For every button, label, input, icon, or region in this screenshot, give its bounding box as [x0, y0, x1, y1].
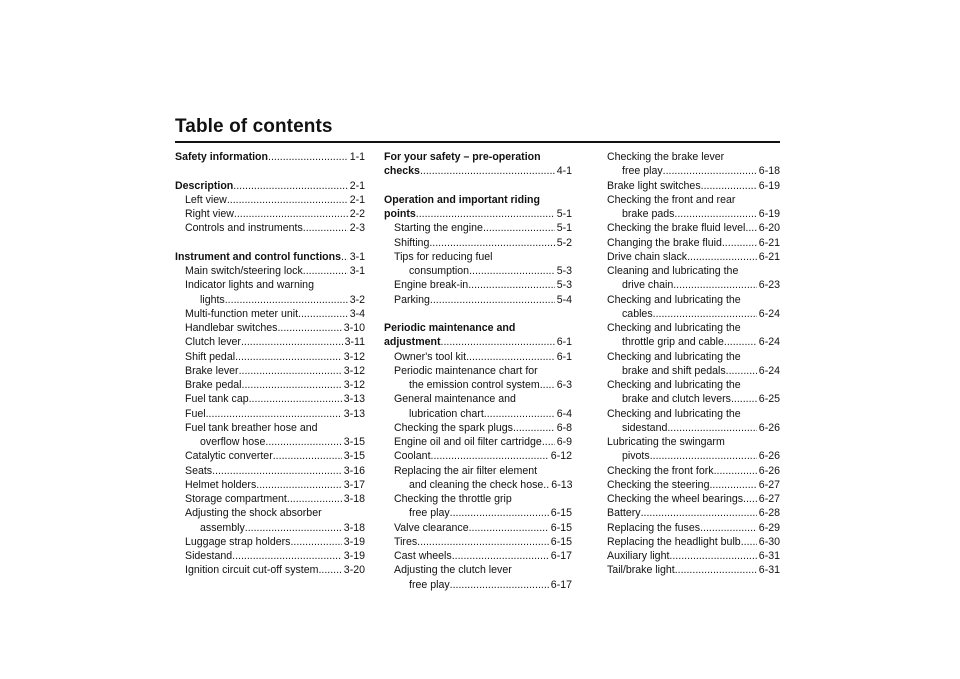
toc-page-number: 6-28: [758, 507, 780, 520]
toc-subentry-heading-line: Tips for reducing fuel: [394, 250, 493, 263]
dot-leader: [731, 392, 757, 406]
toc-entry[interactable]: [175, 464, 365, 478]
dot-leader: [235, 350, 342, 364]
toc-entry-label: Engine oil and oil filter cartridge: [394, 436, 542, 448]
toc-entry-label: Ignition circuit cut-off system: [185, 564, 319, 577]
dot-leader: [227, 193, 348, 207]
toc-page-number: 2-1: [349, 179, 365, 192]
toc-entry-label: free play: [409, 578, 450, 591]
toc-page-number: 6-13: [551, 478, 573, 491]
title-rule: [175, 141, 780, 143]
toc-entry-label: Valve clearance: [394, 521, 469, 534]
toc-entry-label: lights: [200, 293, 225, 306]
toc-entry-label: Fuel: [185, 407, 206, 420]
toc-page-number: 6-31: [758, 564, 780, 577]
dot-leader: [441, 335, 555, 349]
toc-entry[interactable]: [384, 421, 572, 435]
dot-leader: [741, 535, 757, 549]
toc-entry-label: lubrication chart: [409, 407, 484, 420]
toc-page-number: 3-4: [349, 307, 365, 320]
dot-leader: [469, 264, 555, 278]
toc-entry-label: Luggage strap holders: [185, 535, 291, 548]
dot-leader: [287, 492, 342, 506]
toc-entry[interactable]: [597, 335, 780, 349]
toc-entry-label: Sidestand: [185, 550, 233, 562]
toc-entry-label: Controls and instruments: [185, 222, 303, 235]
dot-leader: [430, 293, 555, 307]
toc-page-number: 5-3: [556, 279, 572, 292]
toc-entry[interactable]: [597, 492, 780, 506]
toc-entry[interactable]: [597, 278, 780, 292]
dot-leader: [542, 435, 555, 449]
dot-leader: [452, 549, 549, 563]
toc-subentry-heading-line: Replacing the air filter element: [394, 464, 538, 477]
dot-leader: [484, 407, 555, 421]
toc-entry-label: Shifting: [394, 236, 430, 249]
toc-page-number: 6-17: [550, 578, 572, 591]
toc-entry-label: brake pads: [622, 208, 675, 220]
dot-leader: [745, 221, 756, 235]
toc-entry-label: Catalytic converter: [185, 450, 273, 463]
toc-page-number: 6-21: [758, 236, 780, 249]
dot-leader: [667, 421, 756, 435]
toc-page-number: 3-15: [343, 436, 365, 448]
toc-entry[interactable]: [175, 478, 365, 492]
toc-entry[interactable]: [384, 535, 572, 549]
toc-subentry-heading-line: Checking and lubricating the: [607, 350, 741, 363]
toc-entry-label: Parking: [394, 293, 430, 306]
toc-page-number: 6-24: [758, 364, 780, 377]
toc-page-number: 6-21: [758, 250, 780, 263]
toc-entry-label: pivots: [622, 450, 650, 463]
dot-leader: [232, 549, 342, 563]
dot-leader: [468, 278, 554, 292]
toc-entry[interactable]: [597, 236, 780, 250]
toc-entry-label: the emission control system: [409, 379, 540, 391]
dot-leader: [290, 535, 341, 549]
dot-leader: [700, 521, 757, 535]
dot-leader: [466, 350, 555, 364]
toc-section-heading-line: For your safety – pre-operation: [384, 151, 541, 163]
toc-spacer: [384, 307, 572, 321]
dot-leader: [417, 535, 549, 549]
toc-entry[interactable]: [175, 264, 365, 278]
toc-entry-label: Description: [175, 179, 234, 192]
toc-spacer: [175, 164, 365, 178]
toc-entry-label: Left view: [185, 193, 227, 206]
toc-entry-label: Tail/brake light: [607, 564, 675, 577]
toc-entry[interactable]: [175, 435, 365, 449]
toc-entry[interactable]: [175, 350, 365, 364]
toc-entry[interactable]: [175, 535, 365, 549]
toc-page-number: 6-26: [758, 421, 780, 434]
dot-leader: [234, 207, 348, 221]
dot-leader: [675, 563, 757, 577]
toc-page-number: 6-31: [758, 550, 780, 562]
toc-entry[interactable]: [384, 236, 572, 250]
toc-entry[interactable]: [597, 164, 780, 178]
toc-page-number: 6-27: [758, 478, 780, 491]
toc-subentry-heading-line: Checking and lubricating the: [607, 407, 741, 420]
toc-subentry-heading-line: Checking the front and rear: [607, 193, 736, 206]
toc-column-1: [175, 150, 365, 578]
dot-leader: [318, 563, 341, 577]
toc-page-number: 3-20: [343, 564, 365, 577]
toc-entry[interactable]: [384, 478, 572, 492]
toc-page-number: 3-1: [349, 265, 365, 277]
toc-entry[interactable]: [597, 221, 780, 235]
toc-entry-label: Cast wheels: [394, 550, 452, 562]
toc-entry[interactable]: [597, 506, 780, 520]
toc-page-number: 6-25: [758, 393, 780, 406]
toc-page-number: 3-12: [343, 364, 365, 377]
toc-page-number: 6-30: [758, 535, 780, 548]
toc-entry-label: Brake lever: [185, 364, 239, 377]
toc-page-number: 3-2: [349, 293, 365, 306]
toc-page-number: 3-10: [343, 322, 365, 334]
toc-page-number: 6-23: [758, 279, 780, 292]
toc-entry-label: free play: [622, 165, 663, 178]
toc-section-entry[interactable]: [384, 164, 572, 178]
toc-page-number: 3-12: [343, 379, 365, 391]
dot-leader: [540, 378, 555, 392]
toc-entry-label: Starting the engine: [394, 222, 483, 235]
toc-page-number: 6-29: [758, 521, 780, 534]
toc-subentry-heading-line: Lubricating the swingarm: [607, 436, 725, 448]
toc-entry[interactable]: [175, 449, 365, 463]
toc-entry-label: Safety information: [175, 151, 269, 163]
toc-entry-label: Instrument and control functions: [175, 250, 341, 263]
toc-page-number: 6-19: [758, 208, 780, 220]
toc-entry[interactable]: [175, 293, 365, 307]
toc-entry[interactable]: [597, 521, 780, 535]
toc-entry[interactable]: [384, 521, 572, 535]
dot-leader: [743, 492, 757, 506]
toc-page-number: 6-26: [758, 450, 780, 463]
toc-page-number: 6-19: [758, 179, 780, 192]
dot-leader: [469, 521, 549, 535]
toc-entry-label: Battery: [607, 507, 641, 520]
toc-section-entry[interactable]: [175, 150, 365, 164]
toc-entry-label: sidestand: [622, 421, 668, 434]
dot-leader: [653, 307, 757, 321]
toc-page-number: 2-3: [349, 222, 365, 235]
toc-page-number: 3-13: [343, 407, 365, 420]
toc-entry[interactable]: [597, 464, 780, 478]
toc-subentry-heading-line: Checking and lubricating the: [607, 293, 741, 306]
toc-entry[interactable]: [175, 563, 365, 577]
toc-entry-label: Engine break-in: [394, 279, 469, 292]
toc-page-number: 3-19: [343, 535, 365, 548]
dot-leader: [431, 449, 549, 463]
toc-page-number: 2-2: [349, 208, 365, 220]
dot-leader: [726, 364, 757, 378]
toc-page-number: 5-1: [556, 208, 572, 220]
toc-entry-label: consumption: [409, 265, 470, 277]
toc-page-number: 2-1: [349, 193, 365, 206]
toc-entry-label: Seats: [185, 464, 213, 477]
toc-entry[interactable]: [384, 293, 572, 307]
dot-leader: [265, 435, 341, 449]
dot-leader: [687, 250, 757, 264]
dot-leader: [416, 207, 555, 221]
toc-page-number: 6-18: [758, 165, 780, 178]
toc-entry[interactable]: [175, 392, 365, 406]
dot-leader: [483, 221, 555, 235]
toc-page-number: 5-4: [556, 293, 572, 306]
toc-entry[interactable]: [175, 307, 365, 321]
page-title: Table of contents: [175, 116, 333, 137]
toc-subentry-heading-line: Periodic maintenance chart for: [394, 364, 538, 377]
toc-page-number: 6-20: [758, 222, 780, 235]
toc-entry-label: Fuel tank cap: [185, 393, 249, 406]
toc-section-entry[interactable]: [384, 207, 572, 221]
toc-page-number: 4-1: [556, 165, 572, 178]
toc-entry-label: Checking the steering: [607, 478, 710, 491]
toc-subentry-heading-line: Fuel tank breather hose and: [185, 421, 318, 434]
dot-leader: [242, 378, 342, 392]
toc-entry-label: Replacing the fuses: [607, 521, 701, 534]
toc-entry-label: drive chain: [622, 279, 674, 292]
toc-entry-label: overflow hose: [200, 436, 266, 448]
toc-subentry-heading-line: Adjusting the shock absorber: [185, 507, 322, 520]
toc-entry[interactable]: [384, 350, 572, 364]
toc-page-number: 1-1: [349, 151, 365, 163]
dot-leader: [241, 335, 343, 349]
dot-leader: [212, 464, 342, 478]
toc-entry[interactable]: [175, 335, 365, 349]
toc-entry-label: checks: [384, 165, 420, 178]
toc-entry-label: assembly: [200, 521, 245, 534]
dot-leader: [268, 150, 348, 164]
toc-entry[interactable]: [175, 321, 365, 335]
toc-entry-label: throttle grip and cable: [622, 336, 724, 349]
toc-entry-label: Brake light switches: [607, 179, 701, 192]
toc-entry-label: Checking the wheel bearings: [607, 493, 744, 505]
toc-entry-label: Multi-function meter unit: [185, 307, 299, 320]
toc-page-number: 3-11: [344, 336, 365, 349]
dot-leader: [450, 506, 549, 520]
dot-leader: [206, 407, 342, 421]
toc-page-number: 6-17: [550, 550, 572, 562]
toc-entry[interactable]: [384, 407, 572, 421]
dot-leader: [225, 293, 348, 307]
toc-entry[interactable]: [175, 407, 365, 421]
toc-page-number: 6-15: [550, 535, 572, 548]
toc-entry[interactable]: [597, 307, 780, 321]
dot-leader: [650, 449, 757, 463]
toc-page-number: 3-17: [343, 478, 365, 491]
toc-entry-label: Right view: [185, 208, 234, 220]
dot-leader: [641, 506, 757, 520]
toc-entry-label: Replacing the headlight bulb: [607, 535, 741, 548]
toc-page-number: 3-12: [343, 350, 365, 363]
dot-leader: [669, 549, 756, 563]
toc-entry[interactable]: [597, 478, 780, 492]
dot-leader: [277, 321, 341, 335]
toc-page-number: 6-15: [550, 521, 572, 534]
toc-section-entry[interactable]: [175, 179, 365, 193]
toc-subentry-heading-line: Checking and lubricating the: [607, 322, 741, 334]
toc-entry-label: Changing the brake fluid: [607, 236, 722, 249]
toc-section-entry[interactable]: [175, 250, 365, 264]
toc-page-number: 6-1: [556, 350, 572, 363]
dot-leader: [233, 179, 347, 193]
toc-entry[interactable]: [597, 250, 780, 264]
dot-leader: [256, 478, 342, 492]
dot-leader: [298, 307, 348, 321]
toc-entry-label: Main switch/steering lock: [185, 265, 303, 277]
toc-entry[interactable]: [175, 364, 365, 378]
toc-entry[interactable]: [597, 549, 780, 563]
toc-entry-label: Checking the spark plugs: [394, 421, 513, 434]
dot-leader: [724, 335, 757, 349]
toc-page-number: 6-24: [758, 307, 780, 320]
toc-page-number: 3-1: [349, 250, 365, 263]
toc-entry[interactable]: [175, 492, 365, 506]
toc-entry-label: Checking the front fork: [607, 464, 714, 477]
toc-page-number: 5-2: [556, 236, 572, 249]
toc-entry-label: cables: [622, 307, 653, 320]
toc-page-number: 6-15: [550, 507, 572, 520]
dot-leader: [239, 364, 342, 378]
toc-entry[interactable]: [175, 221, 365, 235]
toc-section-heading-line: Periodic maintenance and: [384, 322, 516, 334]
toc-entry[interactable]: [384, 435, 572, 449]
toc-entry[interactable]: [384, 264, 572, 278]
toc-entry[interactable]: [384, 378, 572, 392]
dot-leader: [273, 449, 342, 463]
toc-subentry-heading-line: Checking the throttle grip: [394, 493, 512, 505]
toc-entry-label: Tires: [394, 535, 418, 548]
toc-entry-label: Checking the brake fluid level: [607, 222, 746, 235]
dot-leader: [303, 221, 348, 235]
toc-entry[interactable]: [175, 521, 365, 535]
toc-page-number: 3-18: [343, 521, 365, 534]
toc-entry[interactable]: [597, 392, 780, 406]
dot-leader: [663, 164, 757, 178]
toc-column-2: [384, 150, 572, 592]
toc-entry[interactable]: [384, 221, 572, 235]
toc-section-entry[interactable]: [384, 335, 572, 349]
toc-page-number: 5-3: [556, 265, 572, 277]
toc-page-number: 6-26: [758, 464, 780, 477]
toc-subentry-heading-line: Cleaning and lubricating the: [607, 265, 739, 277]
toc-entry-label: Shift pedal: [185, 350, 236, 363]
toc-subentry-heading-line: Indicator lights and warning: [185, 279, 314, 292]
toc-page-number: 6-8: [556, 421, 572, 434]
toc-entry-label: Brake pedal: [185, 379, 242, 391]
toc-entry[interactable]: [175, 378, 365, 392]
toc-page-number: 3-18: [343, 493, 365, 505]
toc-entry[interactable]: [597, 207, 780, 221]
toc-entry-label: Owner's tool kit: [394, 350, 467, 363]
toc-page-number: 6-27: [758, 493, 780, 505]
dot-leader: [709, 478, 756, 492]
toc-page-number: 5-1: [556, 222, 572, 235]
dot-leader: [341, 250, 348, 264]
toc-page-number: 6-24: [758, 336, 780, 349]
toc-entry-label: Auxiliary light: [607, 550, 670, 562]
dot-leader: [701, 179, 757, 193]
toc-entry[interactable]: [384, 549, 572, 563]
toc-entry[interactable]: [175, 207, 365, 221]
toc-column-3: [597, 150, 780, 578]
toc-subentry-heading-line: Adjusting the clutch lever: [394, 564, 512, 577]
toc-page-number: 3-15: [343, 450, 365, 463]
toc-page-number: 3-16: [343, 464, 365, 477]
toc-entry[interactable]: [597, 421, 780, 435]
toc-entry[interactable]: [597, 535, 780, 549]
toc-entry-label: brake and shift pedals: [622, 364, 726, 377]
dot-leader: [245, 521, 342, 535]
toc-entry-label: points: [384, 208, 416, 220]
toc-entry[interactable]: [597, 364, 780, 378]
dot-leader: [674, 207, 756, 221]
toc-entry-label: Helmet holders: [185, 478, 257, 491]
toc-entry[interactable]: [597, 449, 780, 463]
toc-page-number: 6-1: [556, 336, 572, 349]
dot-leader: [673, 278, 757, 292]
toc-entry[interactable]: [175, 549, 365, 563]
toc-entry-label: adjustment: [384, 336, 441, 349]
toc-entry-label: and cleaning the check hose: [409, 478, 544, 491]
toc-entry-label: Coolant: [394, 450, 431, 463]
toc-page-number: 3-19: [343, 550, 365, 562]
dot-leader: [714, 464, 757, 478]
toc-page-number: 3-13: [343, 393, 365, 406]
dot-leader: [249, 392, 342, 406]
toc-entry-label: Storage compartment: [185, 493, 287, 505]
toc-page-number: 6-3: [556, 379, 572, 391]
dot-leader: [429, 236, 554, 250]
toc-entry-label: Handlebar switches: [185, 322, 278, 334]
toc-subentry-heading-line: Checking the brake lever: [607, 151, 725, 163]
toc-spacer: [175, 236, 365, 250]
dot-leader: [722, 236, 757, 250]
toc-page-number: 6-12: [550, 450, 572, 463]
dot-leader: [303, 264, 348, 278]
toc-subentry-heading-line: Checking and lubricating the: [607, 379, 741, 391]
toc-entry[interactable]: [175, 193, 365, 207]
toc-entry-label: Drive chain slack: [607, 250, 688, 263]
toc-spacer: [384, 179, 572, 193]
toc-entry-label: Clutch lever: [185, 336, 241, 349]
toc-section-heading-line: Operation and important riding: [384, 193, 540, 206]
toc-entry[interactable]: [384, 449, 572, 463]
dot-leader: [513, 421, 555, 435]
toc-entry[interactable]: [384, 278, 572, 292]
toc-entry[interactable]: [384, 506, 572, 520]
toc-page-number: 6-4: [556, 407, 572, 420]
toc-subentry-heading-line: General maintenance and: [394, 393, 516, 406]
toc-entry[interactable]: [597, 563, 780, 577]
toc-page-number: 6-9: [556, 436, 572, 448]
toc-entry[interactable]: [597, 179, 780, 193]
toc-entry-label: free play: [409, 507, 450, 520]
toc-entry[interactable]: [384, 578, 572, 592]
dot-leader: [450, 578, 549, 592]
toc-entry-label: brake and clutch levers: [622, 393, 731, 406]
dot-leader: [420, 164, 555, 178]
